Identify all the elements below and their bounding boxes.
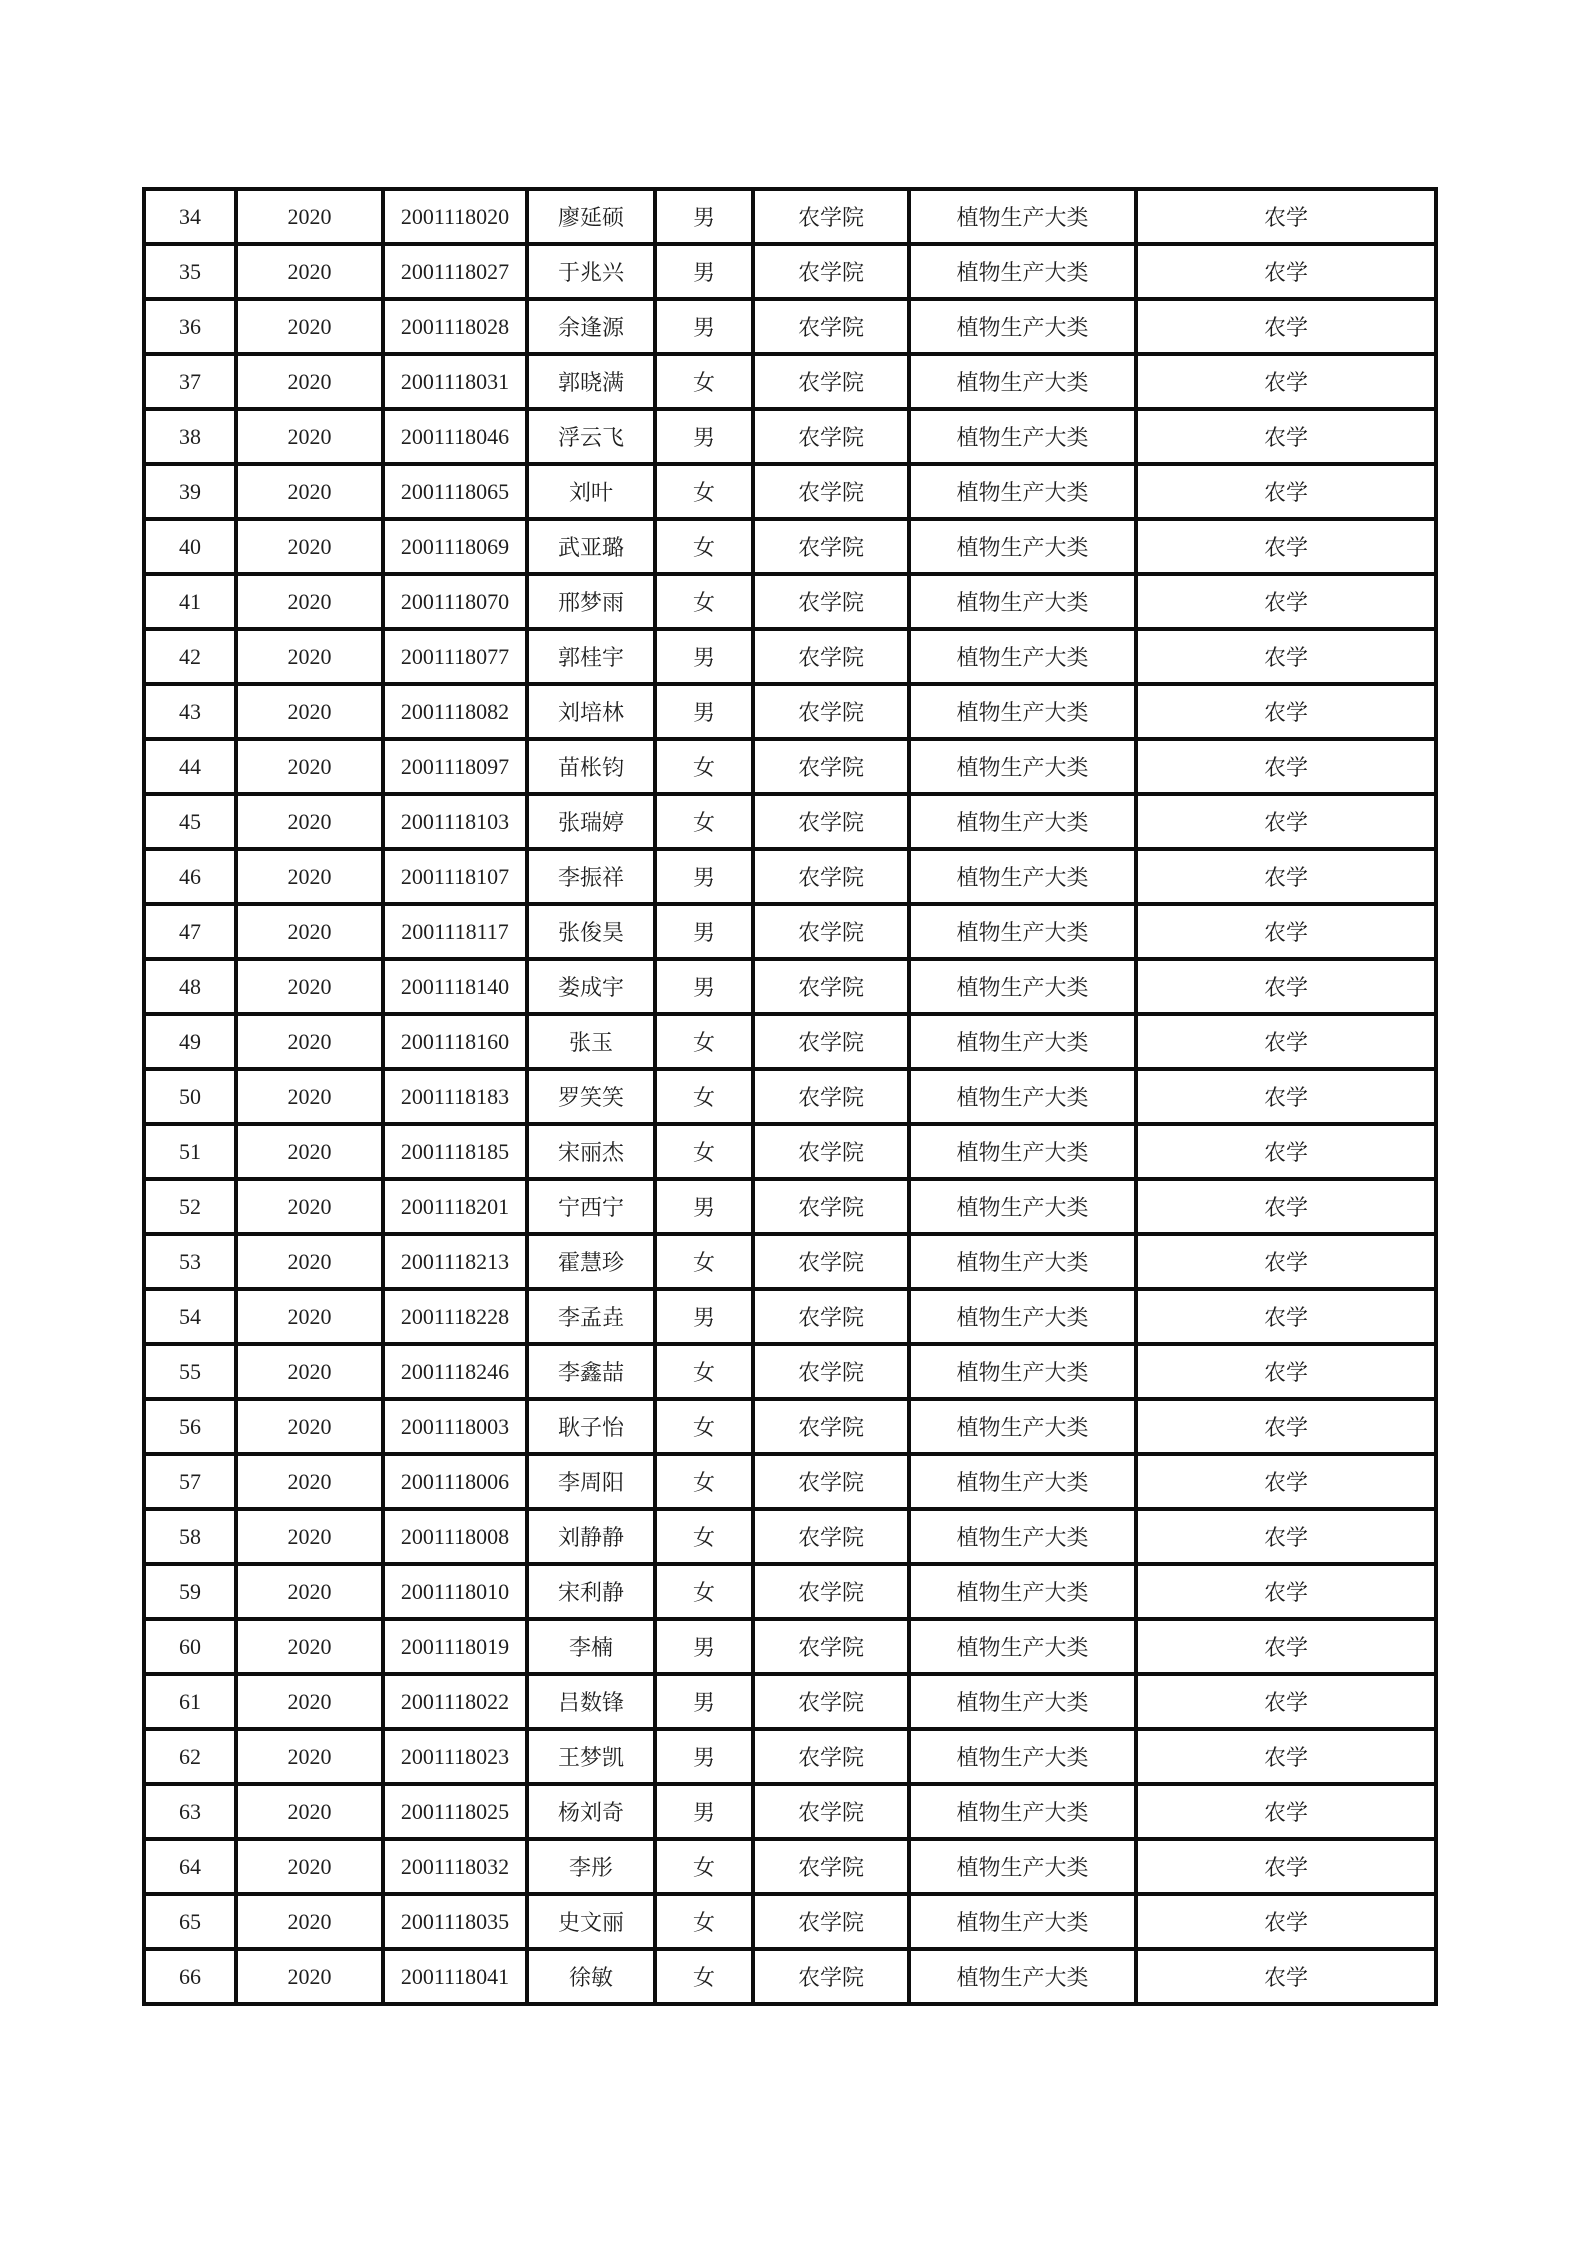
cell-year: 2020	[236, 739, 383, 794]
cell-major: 农学	[1136, 794, 1436, 849]
cell-student-id: 2001118032	[383, 1839, 527, 1894]
cell-gender: 女	[655, 794, 753, 849]
cell-gender: 女	[655, 1564, 753, 1619]
cell-year: 2020	[236, 354, 383, 409]
cell-student-id: 2001118003	[383, 1399, 527, 1454]
table-row	[144, 1344, 1436, 1399]
cell-major-category: 植物生产大类	[909, 1949, 1136, 2004]
cell-student-id: 2001118185	[383, 1124, 527, 1179]
table-row	[144, 629, 1436, 684]
cell-major-category: 植物生产大类	[909, 409, 1136, 464]
cell-college: 农学院	[753, 739, 909, 794]
table-row	[144, 1894, 1436, 1949]
cell-row-number: 47	[144, 904, 236, 959]
cell-year: 2020	[236, 1509, 383, 1564]
cell-major-category: 植物生产大类	[909, 1399, 1136, 1454]
cell-row-number: 56	[144, 1399, 236, 1454]
cell-major-category: 植物生产大类	[909, 1344, 1136, 1399]
cell-gender: 女	[655, 1454, 753, 1509]
cell-name: 苗枨钧	[527, 739, 655, 794]
table-row	[144, 1619, 1436, 1674]
cell-row-number: 54	[144, 1289, 236, 1344]
table-row	[144, 739, 1436, 794]
table-row	[144, 244, 1436, 299]
cell-year: 2020	[236, 959, 383, 1014]
cell-gender: 男	[655, 1289, 753, 1344]
cell-year: 2020	[236, 1894, 383, 1949]
cell-name: 宁西宁	[527, 1179, 655, 1234]
cell-name: 吕数锋	[527, 1674, 655, 1729]
cell-college: 农学院	[753, 1509, 909, 1564]
cell-row-number: 49	[144, 1014, 236, 1069]
table-row	[144, 1399, 1436, 1454]
table-row	[144, 794, 1436, 849]
cell-row-number: 48	[144, 959, 236, 1014]
cell-row-number: 40	[144, 519, 236, 574]
cell-gender: 女	[655, 464, 753, 519]
cell-name: 张玉	[527, 1014, 655, 1069]
table-row	[144, 684, 1436, 739]
cell-year: 2020	[236, 1454, 383, 1509]
cell-gender: 女	[655, 574, 753, 629]
cell-gender: 女	[655, 1509, 753, 1564]
cell-name: 李孟垚	[527, 1289, 655, 1344]
cell-gender: 男	[655, 684, 753, 739]
cell-name: 余逢源	[527, 299, 655, 354]
cell-student-id: 2001118107	[383, 849, 527, 904]
cell-row-number: 36	[144, 299, 236, 354]
cell-college: 农学院	[753, 519, 909, 574]
table-row	[144, 1124, 1436, 1179]
cell-row-number: 42	[144, 629, 236, 684]
cell-gender: 男	[655, 1784, 753, 1839]
cell-row-number: 66	[144, 1949, 236, 2004]
cell-college: 农学院	[753, 1234, 909, 1289]
cell-college: 农学院	[753, 1674, 909, 1729]
cell-name: 邢梦雨	[527, 574, 655, 629]
cell-year: 2020	[236, 1839, 383, 1894]
cell-major: 农学	[1136, 1674, 1436, 1729]
cell-college: 农学院	[753, 1014, 909, 1069]
cell-name: 霍慧珍	[527, 1234, 655, 1289]
table-row	[144, 189, 1436, 244]
cell-major-category: 植物生产大类	[909, 1894, 1136, 1949]
cell-college: 农学院	[753, 1839, 909, 1894]
cell-gender: 女	[655, 1124, 753, 1179]
cell-major: 农学	[1136, 1014, 1436, 1069]
cell-major-category: 植物生产大类	[909, 1454, 1136, 1509]
cell-gender: 男	[655, 244, 753, 299]
cell-college: 农学院	[753, 1179, 909, 1234]
cell-major: 农学	[1136, 1124, 1436, 1179]
cell-year: 2020	[236, 1014, 383, 1069]
cell-student-id: 2001118183	[383, 1069, 527, 1124]
cell-major-category: 植物生产大类	[909, 959, 1136, 1014]
cell-college: 农学院	[753, 574, 909, 629]
cell-gender: 女	[655, 1399, 753, 1454]
cell-row-number: 43	[144, 684, 236, 739]
cell-year: 2020	[236, 904, 383, 959]
cell-gender: 男	[655, 1674, 753, 1729]
cell-major-category: 植物生产大类	[909, 1784, 1136, 1839]
cell-student-id: 2001118041	[383, 1949, 527, 2004]
cell-name: 娄成宇	[527, 959, 655, 1014]
table-row	[144, 1509, 1436, 1564]
cell-major-category: 植物生产大类	[909, 794, 1136, 849]
cell-row-number: 64	[144, 1839, 236, 1894]
table-row	[144, 1289, 1436, 1344]
cell-gender: 男	[655, 189, 753, 244]
cell-row-number: 37	[144, 354, 236, 409]
cell-row-number: 57	[144, 1454, 236, 1509]
cell-name: 罗笑笑	[527, 1069, 655, 1124]
cell-year: 2020	[236, 299, 383, 354]
cell-student-id: 2001118020	[383, 189, 527, 244]
table-row	[144, 959, 1436, 1014]
table-row	[144, 1069, 1436, 1124]
cell-student-id: 2001118006	[383, 1454, 527, 1509]
table-row	[144, 464, 1436, 519]
cell-major: 农学	[1136, 409, 1436, 464]
cell-row-number: 51	[144, 1124, 236, 1179]
cell-major-category: 植物生产大类	[909, 354, 1136, 409]
cell-row-number: 44	[144, 739, 236, 794]
table-row	[144, 1179, 1436, 1234]
cell-student-id: 2001118228	[383, 1289, 527, 1344]
cell-name: 刘培林	[527, 684, 655, 739]
cell-major-category: 植物生产大类	[909, 1234, 1136, 1289]
cell-name: 刘静静	[527, 1509, 655, 1564]
cell-row-number: 53	[144, 1234, 236, 1289]
cell-year: 2020	[236, 1234, 383, 1289]
cell-major: 农学	[1136, 1179, 1436, 1234]
cell-college: 农学院	[753, 904, 909, 959]
cell-student-id: 2001118103	[383, 794, 527, 849]
cell-major-category: 植物生产大类	[909, 189, 1136, 244]
cell-major: 农学	[1136, 1894, 1436, 1949]
cell-student-id: 2001118008	[383, 1509, 527, 1564]
cell-major: 农学	[1136, 959, 1436, 1014]
cell-row-number: 65	[144, 1894, 236, 1949]
cell-row-number: 50	[144, 1069, 236, 1124]
cell-student-id: 2001118070	[383, 574, 527, 629]
cell-college: 农学院	[753, 299, 909, 354]
table-row	[144, 1014, 1436, 1069]
cell-college: 农学院	[753, 464, 909, 519]
table-row	[144, 1454, 1436, 1509]
cell-name: 张瑞婷	[527, 794, 655, 849]
cell-student-id: 2001118023	[383, 1729, 527, 1784]
cell-year: 2020	[236, 1784, 383, 1839]
cell-name: 宋利静	[527, 1564, 655, 1619]
cell-major: 农学	[1136, 464, 1436, 519]
table-row	[144, 354, 1436, 409]
cell-major-category: 植物生产大类	[909, 739, 1136, 794]
cell-row-number: 63	[144, 1784, 236, 1839]
cell-major: 农学	[1136, 1564, 1436, 1619]
cell-college: 农学院	[753, 1399, 909, 1454]
cell-gender: 女	[655, 519, 753, 574]
cell-gender: 女	[655, 354, 753, 409]
cell-name: 李鑫喆	[527, 1344, 655, 1399]
cell-major-category: 植物生产大类	[909, 1619, 1136, 1674]
cell-major-category: 植物生产大类	[909, 684, 1136, 739]
cell-major-category: 植物生产大类	[909, 1124, 1136, 1179]
cell-gender: 男	[655, 849, 753, 904]
cell-major: 农学	[1136, 519, 1436, 574]
table-row	[144, 1234, 1436, 1289]
cell-major-category: 植物生产大类	[909, 1729, 1136, 1784]
cell-row-number: 61	[144, 1674, 236, 1729]
cell-gender: 男	[655, 629, 753, 684]
cell-name: 廖延硕	[527, 189, 655, 244]
cell-year: 2020	[236, 1619, 383, 1674]
cell-major: 农学	[1136, 1069, 1436, 1124]
cell-year: 2020	[236, 684, 383, 739]
table-row	[144, 1839, 1436, 1894]
cell-gender: 女	[655, 1014, 753, 1069]
cell-major-category: 植物生产大类	[909, 849, 1136, 904]
cell-year: 2020	[236, 409, 383, 464]
cell-college: 农学院	[753, 849, 909, 904]
cell-year: 2020	[236, 519, 383, 574]
cell-year: 2020	[236, 1949, 383, 2004]
cell-college: 农学院	[753, 409, 909, 464]
cell-row-number: 46	[144, 849, 236, 904]
cell-college: 农学院	[753, 1619, 909, 1674]
cell-year: 2020	[236, 1179, 383, 1234]
cell-college: 农学院	[753, 1949, 909, 2004]
cell-student-id: 2001118022	[383, 1674, 527, 1729]
cell-student-id: 2001118160	[383, 1014, 527, 1069]
cell-college: 农学院	[753, 1894, 909, 1949]
cell-major: 农学	[1136, 1839, 1436, 1894]
cell-student-id: 2001118213	[383, 1234, 527, 1289]
cell-college: 农学院	[753, 959, 909, 1014]
table-row	[144, 849, 1436, 904]
cell-row-number: 58	[144, 1509, 236, 1564]
cell-name: 杨刘奇	[527, 1784, 655, 1839]
cell-year: 2020	[236, 244, 383, 299]
cell-name: 李楠	[527, 1619, 655, 1674]
cell-major-category: 植物生产大类	[909, 1014, 1136, 1069]
cell-college: 农学院	[753, 1069, 909, 1124]
cell-major-category: 植物生产大类	[909, 904, 1136, 959]
cell-year: 2020	[236, 1289, 383, 1344]
cell-college: 农学院	[753, 1784, 909, 1839]
cell-major: 农学	[1136, 1344, 1436, 1399]
cell-major: 农学	[1136, 1289, 1436, 1344]
cell-major-category: 植物生产大类	[909, 629, 1136, 684]
cell-major-category: 植物生产大类	[909, 1564, 1136, 1619]
cell-name: 耿子怡	[527, 1399, 655, 1454]
cell-name: 郭晓满	[527, 354, 655, 409]
cell-student-id: 2001118246	[383, 1344, 527, 1399]
cell-college: 农学院	[753, 354, 909, 409]
cell-major: 农学	[1136, 684, 1436, 739]
cell-college: 农学院	[753, 1124, 909, 1179]
cell-major-category: 植物生产大类	[909, 299, 1136, 354]
cell-major: 农学	[1136, 299, 1436, 354]
student-roster-table	[142, 187, 1438, 2006]
table-row	[144, 1949, 1436, 2004]
table-row	[144, 299, 1436, 354]
cell-year: 2020	[236, 794, 383, 849]
cell-major-category: 植物生产大类	[909, 1289, 1136, 1344]
cell-major: 农学	[1136, 1509, 1436, 1564]
cell-student-id: 2001118065	[383, 464, 527, 519]
cell-student-id: 2001118201	[383, 1179, 527, 1234]
cell-college: 农学院	[753, 244, 909, 299]
cell-row-number: 59	[144, 1564, 236, 1619]
table-row	[144, 519, 1436, 574]
cell-college: 农学院	[753, 189, 909, 244]
cell-gender: 男	[655, 1729, 753, 1784]
cell-college: 农学院	[753, 1729, 909, 1784]
cell-gender: 男	[655, 1179, 753, 1234]
cell-name: 史文丽	[527, 1894, 655, 1949]
cell-year: 2020	[236, 629, 383, 684]
cell-year: 2020	[236, 464, 383, 519]
cell-major: 农学	[1136, 244, 1436, 299]
cell-major-category: 植物生产大类	[909, 464, 1136, 519]
cell-student-id: 2001118077	[383, 629, 527, 684]
cell-major: 农学	[1136, 629, 1436, 684]
table-row	[144, 409, 1436, 464]
cell-major: 农学	[1136, 904, 1436, 959]
cell-major: 农学	[1136, 1454, 1436, 1509]
cell-major: 农学	[1136, 739, 1436, 794]
cell-major-category: 植物生产大类	[909, 1509, 1136, 1564]
cell-college: 农学院	[753, 794, 909, 849]
cell-name: 李周阳	[527, 1454, 655, 1509]
cell-student-id: 2001118019	[383, 1619, 527, 1674]
cell-student-id: 2001118069	[383, 519, 527, 574]
cell-row-number: 38	[144, 409, 236, 464]
cell-name: 武亚璐	[527, 519, 655, 574]
cell-gender: 男	[655, 959, 753, 1014]
cell-student-id: 2001118031	[383, 354, 527, 409]
cell-row-number: 55	[144, 1344, 236, 1399]
cell-year: 2020	[236, 1564, 383, 1619]
cell-student-id: 2001118010	[383, 1564, 527, 1619]
cell-gender: 女	[655, 1949, 753, 2004]
cell-gender: 男	[655, 1619, 753, 1674]
cell-major: 农学	[1136, 354, 1436, 409]
cell-major-category: 植物生产大类	[909, 519, 1136, 574]
cell-gender: 女	[655, 739, 753, 794]
table-row	[144, 574, 1436, 629]
cell-student-id: 2001118025	[383, 1784, 527, 1839]
cell-student-id: 2001118046	[383, 409, 527, 464]
cell-year: 2020	[236, 1344, 383, 1399]
cell-college: 农学院	[753, 1564, 909, 1619]
cell-college: 农学院	[753, 629, 909, 684]
cell-student-id: 2001118082	[383, 684, 527, 739]
cell-gender: 女	[655, 1234, 753, 1289]
cell-name: 李振祥	[527, 849, 655, 904]
cell-major-category: 植物生产大类	[909, 1069, 1136, 1124]
table-row	[144, 1784, 1436, 1839]
cell-gender: 男	[655, 299, 753, 354]
table-row	[144, 1674, 1436, 1729]
cell-college: 农学院	[753, 684, 909, 739]
cell-major-category: 植物生产大类	[909, 1839, 1136, 1894]
cell-major: 农学	[1136, 1619, 1436, 1674]
cell-name: 刘叶	[527, 464, 655, 519]
cell-major-category: 植物生产大类	[909, 574, 1136, 629]
cell-row-number: 45	[144, 794, 236, 849]
cell-major: 农学	[1136, 1234, 1436, 1289]
cell-row-number: 39	[144, 464, 236, 519]
cell-year: 2020	[236, 189, 383, 244]
cell-major: 农学	[1136, 849, 1436, 904]
table-row	[144, 1564, 1436, 1619]
cell-name: 张俊昊	[527, 904, 655, 959]
cell-student-id: 2001118027	[383, 244, 527, 299]
cell-name: 郭桂宇	[527, 629, 655, 684]
cell-year: 2020	[236, 1399, 383, 1454]
cell-student-id: 2001118140	[383, 959, 527, 1014]
cell-major: 农学	[1136, 1729, 1436, 1784]
cell-student-id: 2001118035	[383, 1894, 527, 1949]
cell-gender: 女	[655, 1894, 753, 1949]
cell-year: 2020	[236, 1674, 383, 1729]
cell-major-category: 植物生产大类	[909, 1179, 1136, 1234]
cell-major: 农学	[1136, 1949, 1436, 2004]
cell-year: 2020	[236, 1069, 383, 1124]
cell-gender: 男	[655, 409, 753, 464]
table-row	[144, 904, 1436, 959]
cell-name: 王梦凯	[527, 1729, 655, 1784]
cell-name: 李彤	[527, 1839, 655, 1894]
table-row	[144, 1729, 1436, 1784]
cell-major: 农学	[1136, 1399, 1436, 1454]
cell-student-id: 2001118097	[383, 739, 527, 794]
cell-name: 浮云飞	[527, 409, 655, 464]
cell-name: 宋丽杰	[527, 1124, 655, 1179]
cell-major-category: 植物生产大类	[909, 1674, 1136, 1729]
cell-name: 徐敏	[527, 1949, 655, 2004]
cell-college: 农学院	[753, 1344, 909, 1399]
cell-major: 农学	[1136, 574, 1436, 629]
cell-year: 2020	[236, 1124, 383, 1179]
roster-table-body	[144, 189, 1436, 2004]
cell-year: 2020	[236, 574, 383, 629]
cell-student-id: 2001118028	[383, 299, 527, 354]
cell-gender: 男	[655, 904, 753, 959]
cell-major: 农学	[1136, 189, 1436, 244]
cell-college: 农学院	[753, 1454, 909, 1509]
cell-year: 2020	[236, 849, 383, 904]
cell-row-number: 60	[144, 1619, 236, 1674]
cell-row-number: 52	[144, 1179, 236, 1234]
cell-major-category: 植物生产大类	[909, 244, 1136, 299]
cell-row-number: 41	[144, 574, 236, 629]
cell-student-id: 2001118117	[383, 904, 527, 959]
cell-row-number: 62	[144, 1729, 236, 1784]
cell-gender: 女	[655, 1344, 753, 1399]
cell-college: 农学院	[753, 1289, 909, 1344]
cell-row-number: 34	[144, 189, 236, 244]
cell-gender: 女	[655, 1839, 753, 1894]
cell-row-number: 35	[144, 244, 236, 299]
cell-name: 于兆兴	[527, 244, 655, 299]
cell-gender: 女	[655, 1069, 753, 1124]
cell-major: 农学	[1136, 1784, 1436, 1839]
cell-year: 2020	[236, 1729, 383, 1784]
